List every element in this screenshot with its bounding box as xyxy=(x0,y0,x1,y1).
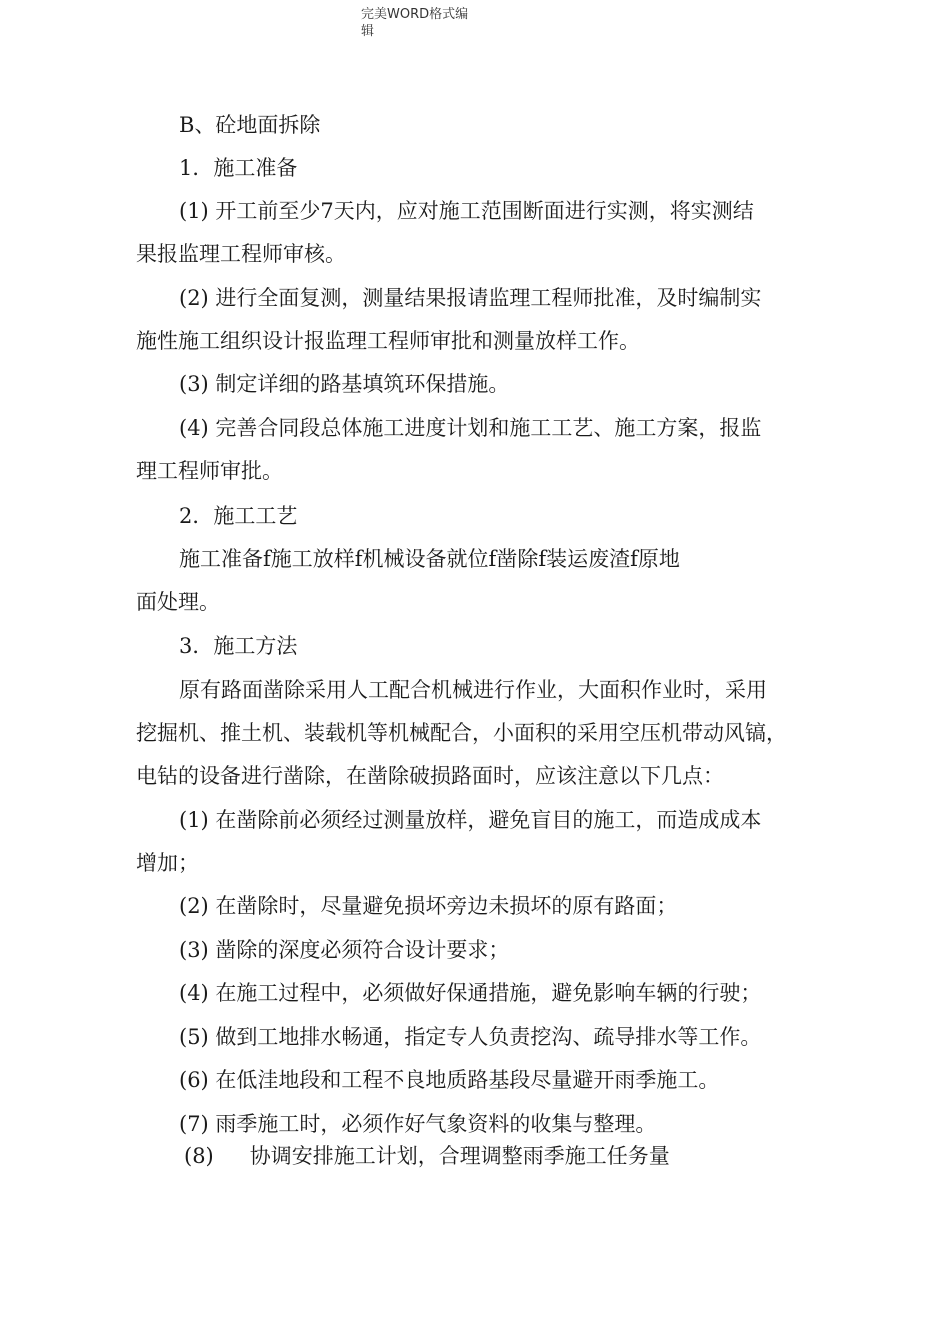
paragraph-line xyxy=(184,1142,670,1170)
paragraph-line: (1) 在凿除前必须经过测量放样，避免盲目的施工，而造成成本 xyxy=(179,808,762,832)
paragraph-line: (6) 在低洼地段和工程不良地质路基段尽量避开雨季施工。 xyxy=(179,1068,720,1092)
paragraph-line: 挖掘机、推土机、装载机等机械配合，小面积的采用空压机带动风镐， xyxy=(136,721,787,745)
paragraph-line: 增加； xyxy=(136,851,199,875)
paragraph-line: 电钻的设备进行凿除，在凿除破损路面时，应该注意以下几点： xyxy=(136,764,724,788)
header-line-1: 完美WORD格式编 xyxy=(361,7,469,22)
paragraph-line: (7) 雨季施工时，必须作好气象资料的收集与整理。 xyxy=(179,1112,657,1136)
paragraph-line: (4) 在施工过程中，必须做好保通措施，避免影响车辆的行驶； xyxy=(179,981,762,1005)
paragraph-line: 施性施工组织设计报监理工程师审批和测量放样工作。 xyxy=(136,329,640,353)
paragraph-line: (2) 在凿除时，尽量避免损坏旁边未损坏的原有路面； xyxy=(179,894,678,918)
paragraph-line: 面处理。 xyxy=(136,590,220,614)
paragraph-line: 理工程师审批。 xyxy=(136,459,283,483)
paragraph-line: (5) 做到工地排水畅通，指定专人负责挖沟、疏导排水等工作。 xyxy=(179,1025,762,1049)
paragraph-line: (1) 开工前至少7天内，应对施工范围断面进行实测，将实测结 xyxy=(179,199,754,223)
paragraph-line: 原有路面凿除采用人工配合机械进行作业，大面积作业时，采用 xyxy=(179,678,767,702)
paragraph-line: (2) 进行全面复测，测量结果报请监理工程师批准，及时编制实 xyxy=(179,286,762,310)
item-number: (8) xyxy=(184,1144,214,1168)
page-header xyxy=(361,6,491,40)
subsection-heading: 3．施工方法 xyxy=(179,634,298,658)
header-line-2: 辑 xyxy=(361,24,375,39)
paragraph-line: (4) 完善合同段总体施工进度计划和施工工艺、施工方案，报监 xyxy=(179,416,762,440)
paragraph-line: (3) 凿除的深度必须符合设计要求； xyxy=(179,938,510,962)
section-heading: B、砼地面拆除 xyxy=(179,113,321,137)
item-text: 协调安排施工计划，合理调整雨季施工任务量 xyxy=(249,1144,670,1168)
subsection-heading: 1．施工准备 xyxy=(179,156,298,180)
paragraph-line: (3) 制定详细的路基填筑环保措施。 xyxy=(179,372,510,396)
subsection-heading: 2．施工工艺 xyxy=(179,504,298,528)
paragraph-line: 果报监理工程师审核。 xyxy=(136,242,346,266)
paragraph-line: 施工准备f施工放样f机械设备就位f凿除f装运废渣f原地 xyxy=(179,547,680,571)
